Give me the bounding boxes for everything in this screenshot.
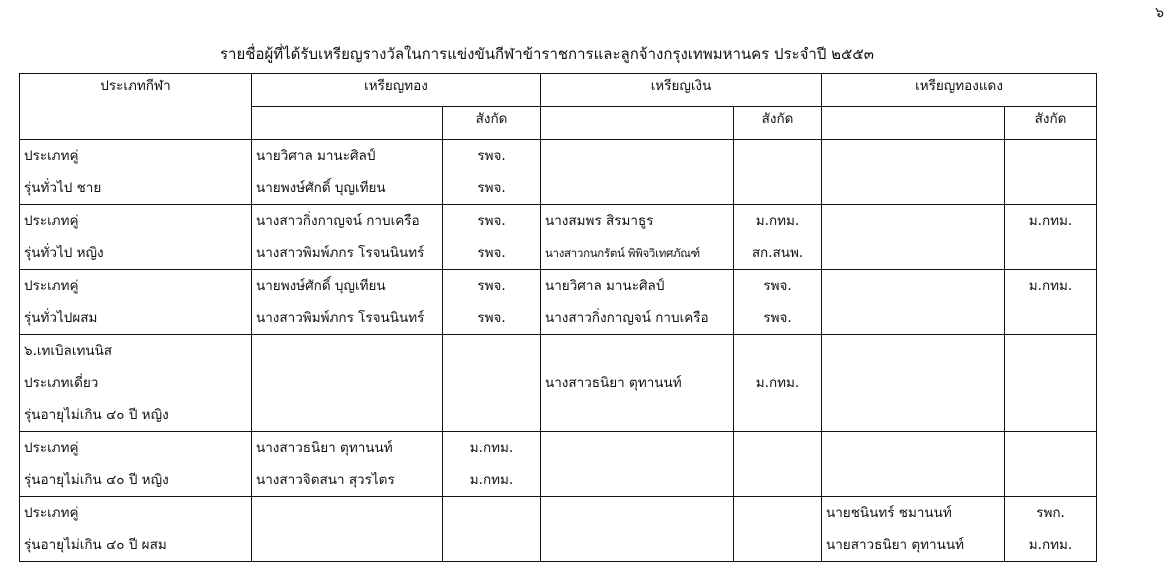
cell-line: รพจ.	[763, 278, 792, 294]
cell-line	[1009, 367, 1092, 399]
silver-name-cell	[541, 270, 734, 335]
cell-line: รพจ.	[477, 245, 506, 261]
silver-affiliation-cell	[734, 497, 822, 562]
cell-line	[1009, 399, 1092, 431]
silver-name-cell	[541, 205, 734, 270]
silver-name-cell	[541, 335, 734, 432]
cell-line	[826, 432, 1000, 464]
table-row	[20, 432, 1097, 497]
header-gold-affiliation: สังกัด	[443, 107, 541, 140]
cell-line: นางสาวธนิยา ตุทานนท์	[256, 440, 393, 456]
cell-line	[826, 302, 1000, 334]
cell-line: นางสมพร สิรมาธูร	[545, 213, 654, 229]
cell-line	[256, 399, 438, 431]
cell-line: นายพงษ์ศักดิ์ บุญเทียน	[256, 180, 386, 196]
cell-line: นางสาวกิ่งกาญจน์ กาบเครือ	[256, 213, 420, 229]
cell-line	[1009, 302, 1092, 334]
cell-line	[738, 172, 817, 204]
bronze-name-cell	[822, 205, 1005, 270]
cell-line: รพจ.	[763, 310, 792, 326]
cell-line: ประเภทคู่	[24, 440, 79, 456]
cell-line: รพจ.	[477, 180, 506, 196]
cell-line: ม.กทม.	[755, 213, 800, 229]
cell-line: นายวิศาล มานะศิลป์	[545, 278, 665, 294]
table-row	[20, 140, 1097, 205]
gold-name-cell	[252, 335, 443, 432]
header-bronze: เหรียญทองแดง	[822, 74, 1097, 107]
cell-line	[1009, 335, 1092, 367]
cell-line	[545, 399, 729, 431]
bronze-name-cell	[822, 497, 1005, 562]
cell-line	[545, 464, 729, 496]
page-number: ๖	[1155, 5, 1164, 21]
cell-line	[256, 529, 438, 561]
cell-line	[545, 529, 729, 561]
category-cell	[20, 205, 252, 270]
cell-line	[447, 399, 536, 431]
cell-line	[1009, 237, 1092, 269]
cell-line	[738, 335, 817, 367]
category-cell	[20, 432, 252, 497]
table-row	[20, 335, 1097, 432]
cell-line	[1009, 432, 1092, 464]
header-silver-affiliation: สังกัด	[734, 107, 822, 140]
cell-line: รุ่นทั่วไป หญิง	[24, 245, 104, 261]
silver-affiliation-cell	[734, 432, 822, 497]
table-row	[20, 205, 1097, 270]
silver-affiliation-cell	[734, 205, 822, 270]
header-silver: เหรียญเงิน	[541, 74, 822, 107]
cell-line: นางสาวกิ่งกาญจน์ กาบเครือ	[545, 310, 709, 326]
cell-line	[256, 335, 438, 367]
cell-line	[738, 140, 817, 172]
cell-line: รุ่นอายุไม่เกิน ๔๐ ปี ผสม	[24, 537, 167, 553]
cell-line	[826, 335, 1000, 367]
cell-line: รพจ.	[477, 310, 506, 326]
cell-line	[1009, 140, 1092, 172]
cell-line	[545, 432, 729, 464]
bronze-affiliation-cell	[1005, 497, 1097, 562]
awards-table	[19, 73, 1097, 562]
cell-line: ม.กทม.	[469, 440, 514, 456]
silver-name-cell	[541, 497, 734, 562]
category-cell	[20, 270, 252, 335]
bronze-name-cell	[822, 432, 1005, 497]
cell-line: นางสาวกนกรัตน์ พิพิจวิเทศภัณฑ์	[545, 246, 700, 260]
cell-line	[447, 335, 536, 367]
cell-line	[545, 335, 729, 367]
cell-line	[738, 432, 817, 464]
gold-name-cell	[252, 140, 443, 205]
cell-line: ม.กทม.	[1028, 213, 1073, 229]
cell-line	[738, 399, 817, 431]
cell-line: รพจ.	[477, 213, 506, 229]
cell-line: ม.กทม.	[755, 375, 800, 391]
silver-name-cell	[541, 432, 734, 497]
cell-line	[1009, 172, 1092, 204]
bronze-affiliation-cell	[1005, 205, 1097, 270]
gold-affiliation-cell	[443, 335, 541, 432]
cell-line	[545, 140, 729, 172]
cell-line	[256, 367, 438, 399]
gold-affiliation-cell	[443, 270, 541, 335]
cell-line	[826, 172, 1000, 204]
cell-line: ประเภทคู่	[24, 148, 79, 164]
cell-line	[826, 140, 1000, 172]
header-bronze-affiliation: สังกัด	[1005, 107, 1097, 140]
silver-affiliation-cell	[734, 335, 822, 432]
cell-line: ม.กทม.	[1028, 278, 1073, 294]
bronze-name-cell	[822, 270, 1005, 335]
cell-line: นางสาวธนิยา ตุทานนท์	[545, 375, 682, 391]
gold-affiliation-cell	[443, 140, 541, 205]
cell-line	[738, 497, 817, 529]
cell-line	[826, 399, 1000, 431]
bronze-name-cell	[822, 140, 1005, 205]
bronze-affiliation-cell	[1005, 335, 1097, 432]
gold-affiliation-cell	[443, 205, 541, 270]
category-cell	[20, 497, 252, 562]
cell-line	[738, 464, 817, 496]
gold-name-cell	[252, 270, 443, 335]
bronze-name-cell	[822, 335, 1005, 432]
cell-line: รุ่นอายุไม่เกิน ๔๐ ปี หญิง	[24, 407, 169, 423]
table-row	[20, 270, 1097, 335]
header-gold: เหรียญทอง	[252, 74, 541, 107]
silver-name-cell	[541, 140, 734, 205]
cell-line: นางสาวพิมพ์ภกร โรจนนินทร์	[256, 245, 425, 261]
cell-line: นายพงษ์ศักดิ์ บุญเทียน	[256, 278, 386, 294]
cell-line	[256, 497, 438, 529]
cell-line: นายสาวธนิยา ตุทานนท์	[826, 537, 964, 553]
gold-name-cell	[252, 432, 443, 497]
cell-line	[545, 172, 729, 204]
gold-name-cell	[252, 497, 443, 562]
header-bronze-name	[822, 107, 1005, 140]
cell-line: รพก.	[1036, 505, 1065, 521]
bronze-affiliation-cell	[1005, 140, 1097, 205]
cell-line: ประเภทคู่	[24, 278, 79, 294]
cell-line	[447, 529, 536, 561]
header-silver-name	[541, 107, 734, 140]
cell-line	[447, 497, 536, 529]
cell-line: รพจ.	[477, 278, 506, 294]
cell-line: รุ่นทั่วไป ชาย	[24, 180, 102, 196]
cell-line	[826, 205, 1000, 237]
cell-line	[1009, 464, 1092, 496]
cell-line: รุ่นอายุไม่เกิน ๔๐ ปี หญิง	[24, 472, 169, 488]
document-title: รายชื่อผู้ที่ได้รับเหรียญรางวัลในการแข่งขันกีฬาข้าราชการและลูกจ้างกรุงเทพมหานคร ประจำปี ๒๕๕๓	[220, 45, 874, 63]
cell-line	[826, 464, 1000, 496]
award-rows	[20, 140, 1097, 562]
category-cell	[20, 140, 252, 205]
gold-affiliation-cell	[443, 497, 541, 562]
gold-affiliation-cell	[443, 432, 541, 497]
cell-line: ประเภทเดี่ยว	[24, 375, 99, 391]
cell-line: ประเภทคู่	[24, 505, 79, 521]
cell-line: นายวิศาล มานะศิลป์	[256, 148, 376, 164]
cell-line: สก.สนพ.	[751, 245, 804, 261]
cell-line: ม.กทม.	[1028, 537, 1073, 553]
cell-line: นายชนินทร์ ชมานนท์	[826, 505, 952, 521]
cell-line: ประเภทคู่	[24, 213, 79, 229]
header-category: ประเภทกีฬา	[20, 74, 252, 140]
cell-line: ๖.เทเบิลเทนนิส	[24, 343, 113, 359]
header-gold-name	[252, 107, 443, 140]
cell-line: รุ่นทั่วไปผสม	[24, 310, 98, 326]
cell-line	[826, 367, 1000, 399]
cell-line	[447, 367, 536, 399]
bronze-affiliation-cell	[1005, 270, 1097, 335]
table-row	[20, 497, 1097, 562]
gold-name-cell	[252, 205, 443, 270]
cell-line	[738, 529, 817, 561]
category-cell	[20, 335, 252, 432]
cell-line: นางสาวพิมพ์ภกร โรจนนินทร์	[256, 310, 425, 326]
cell-line	[826, 237, 1000, 269]
bronze-affiliation-cell	[1005, 432, 1097, 497]
cell-line	[826, 270, 1000, 302]
cell-line	[545, 497, 729, 529]
cell-line: รพจ.	[477, 148, 506, 164]
cell-line: นางสาวจิตสนา สุวรไตร	[256, 472, 395, 488]
silver-affiliation-cell	[734, 140, 822, 205]
silver-affiliation-cell	[734, 270, 822, 335]
cell-line: ม.กทม.	[469, 472, 514, 488]
